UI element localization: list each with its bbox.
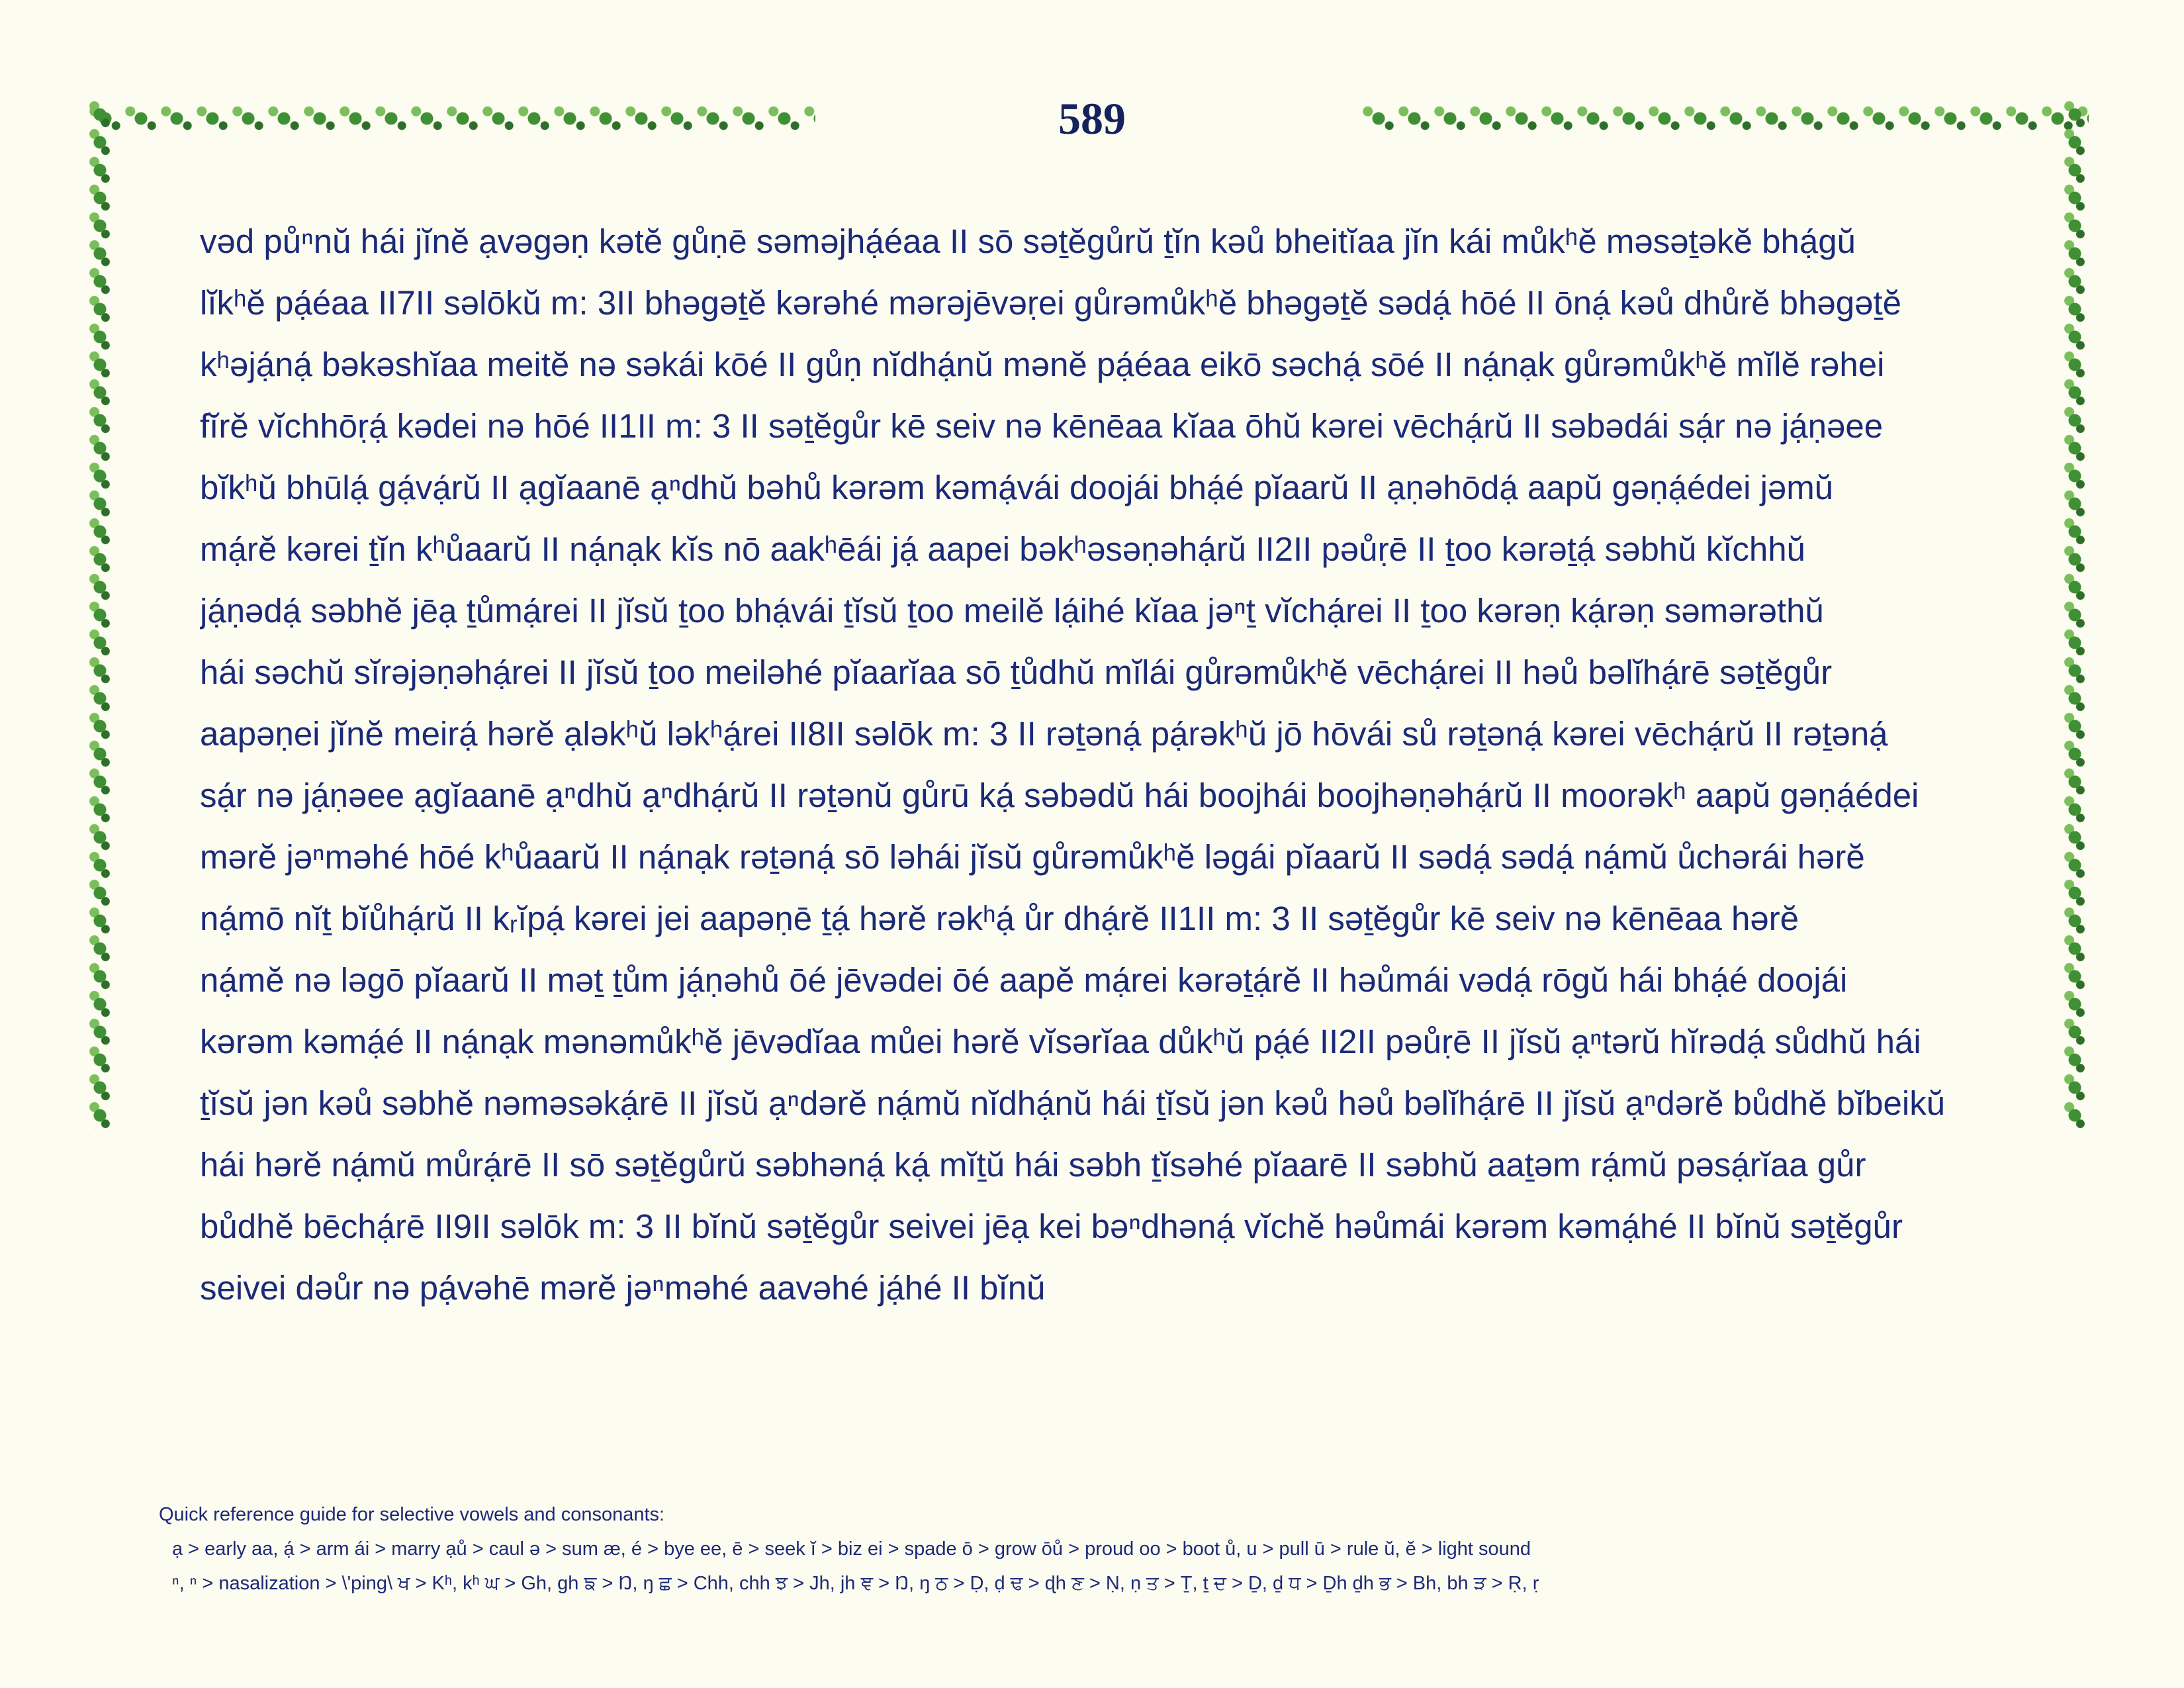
text-line: mạ́rĕ kərei ṯĭn kʰůaarŭ II nạ́nạk kĭs nō aakʰēái jạ́ aapei bəkʰəsəṇəhạ́rŭ II2II pəůṛē II ṯoo kərəṯạ́ səbhŭ kĭchhŭ [200, 530, 1805, 568]
reference-guide-title: Quick reference guide for selective vowels and consonants: [159, 1504, 665, 1525]
ornamental-border-right [2061, 101, 2089, 1130]
reference-guide [159, 1497, 2012, 1601]
text-line: nạ́mō nĭṯ bĭůhạ́rŭ II kᵣĭpạ́ kərei jei aapəṇē ṯạ́ hərĕ rəkʰạ́ ůr dhạ́rĕ II1II m: 3 II səṯĕgůr kē seiv nə kēnēaa hərĕ [200, 900, 1799, 937]
text-line: sạ́r nə jạ́ṇəee ạgĭaanē ạⁿdhŭ ạⁿdhạ́rŭ II rəṯənŭ gůrū kạ́ səbədŭ hái boojhái boojhəṇəhạ́rŭ II moorəkʰ aapŭ gəṇạ́édei [200, 776, 1919, 814]
text-line: jạ́ṇədạ́ səbhĕ jēạ ṯůmạ́rei II jĭsŭ ṯoo bhạ́vái ṯĭsŭ ṯoo meilĕ lạ́ihé kĭaa jəⁿṯ vĭchạ́rei II ṯoo kərəṇ kạ́rəṇ səmərəthŭ [200, 592, 1824, 630]
text-line: seivei dəůr nə pạ́vəhē mərĕ jəⁿməhé aavəhé jạ́hé II bĭnŭ [200, 1269, 1046, 1307]
text-line: kʰəjạ́nạ́ bəkəshĭaa meitĕ nə səkái kōé II gůṇ nĭdhạ́nŭ mənĕ pạ́éaa eikō səchạ́ sōé II nạ́nạk gůrəmůkʰĕ mĭlĕ rəhei [200, 346, 1885, 383]
text-line: hái hərĕ nạ́mŭ můrạ́rē II sō səṯĕgůrŭ səbhənạ́ kạ́ mĭṯŭ hái səbh ṯĭsəhé pĭaarē II səbhŭ aaṯəm rạ́mŭ pəsạ́rĭaa gůr [200, 1146, 1866, 1184]
vowel-guide: ạ > early aa, ạ́ > arm ái > marry ạů > caul ə > sum æ, é > bye ee, ē > seek ĭ > biz ei > spade ō > grow ōů > proud oo > boot ů, u > pull ū > rule ŭ, ĕ > light sound [172, 1538, 1531, 1560]
ornamental-border-top-right [1361, 101, 2089, 136]
text-line: hái səchŭ sĭrəjəṇəhạ́rei II jĭsŭ ṯoo meiləhé pĭaarĭaa sō ṯůdhŭ mĭlái gůrəmůkʰĕ vēchạ́rei II həů bəlĭhạ́rē səṯĕgůr [200, 653, 1833, 691]
ornamental-border-top-left [87, 101, 815, 136]
text-line: nạ́mĕ nə ləgō pĭaarŭ II məṯ ṯům jạ́ṇəhů ōé jēvədei ōé aapĕ mạ́rei kərəṯạ́rĕ II həůmái vədạ́ rōgŭ hái bhạ́é doojái [200, 961, 1848, 999]
text-line: fĭrĕ vĭchhōṛạ́ kədei nə hōé II1II m: 3 II səṯĕgůr kē seiv nə kēnēaa kĭaa ōhŭ kərei vēchạ́rŭ II səbədái sạ́r nə jạ́ṇəee [200, 407, 1884, 445]
text-line: mərĕ jəⁿməhé hōé kʰůaarŭ II nạ́nạk rəṯənạ́ sō ləhái jĭsŭ gůrəmůkʰĕ ləgái pĭaarŭ II sədạ́ sədạ́ nạ́mŭ ůchərái hərĕ [200, 838, 1865, 876]
text-line: bĭkʰŭ bhūlạ́ gạ́vạ́rŭ II ạgĭaanē ạⁿdhŭ bəhů kərəm kəmạ́vái doojái bhạ́é pĭaarŭ II ạṇəhōdạ́ aapŭ gəṇạ́édei jəmŭ [200, 469, 1834, 506]
text-line: lĭkʰĕ pạ́éaa II7II səlōkŭ m: 3II bhəgəṯĕ kərəhé mərəjēvəṛei gůrəmůkʰĕ bhəgəṯĕ sədạ́ hōé II ōnạ́ kəů dhůrĕ bhəgəṯĕ [200, 284, 1901, 322]
text-line: bůdhĕ bēchạ́rē II9II səlōk m: 3 II bĭnŭ səṯĕgůr seivei jēạ kei bəⁿdhənạ́ vĭchĕ həůmái kərəm kəmạ́hé II bĭnŭ səṯĕgůr [200, 1207, 1903, 1245]
transliteration-body [200, 211, 1987, 1319]
text-line: vəd půⁿnŭ hái jĭnĕ ạvəgəṇ kətĕ gůṇē səməjhạ́éaa II sō səṯĕgůrŭ ṯĭn kəů bheitĭaa jĭn kái můkʰĕ məsəṯəkĕ bhạ́gŭ [200, 222, 1856, 260]
text-line: kərəm kəmạ́é II nạ́nạk mənəmůkʰĕ jēvədĭaa můei hərĕ vĭsərĭaa důkʰŭ pạ́é II2II pəůṛē II jĭsŭ ạⁿtərŭ hĭrədạ́ sůdhŭ hái [200, 1023, 1921, 1060]
page-number: 589 [1058, 93, 1126, 144]
ornamental-border-left [86, 101, 114, 1130]
text-line: ṯĭsŭ jən kəů səbhĕ nəməsəkạ́rē II jĭsŭ ạⁿdərĕ nạ́mŭ nĭdhạ́nŭ hái ṯĭsŭ jən kəů həů bəlĭhạ́rē II jĭsŭ ạⁿdərĕ bůdhĕ bĭbeikŭ [200, 1084, 1946, 1122]
text-line: aapəṇei jĭnĕ meirạ́ hərĕ ạləkʰŭ ləkʰạ́rei II8II səlōk m: 3 II rəṯənạ́ pạ́rəkʰŭ jō hōvái sů rəṯənạ́ kərei vēchạ́rŭ II rəṯənạ́ [200, 715, 1888, 753]
consonant-guide: ⁿ, ⁿ > nasalization > \'ping\ ਖ > Kʰ, kʰ ਘ > Gh, gh ਙ > Ŋ, ŋ ਛ > Chh, chh ਝ > Jh, jh ਞ > Ŋ, ŋ ਠ > Ḍ, ḍ ਢ > ɖh ਣ > Ṇ, ṇ ਤ > Ṯ, ṯ ਦ > Ḏ, ḏ ਧ > Ḏh ḏh ਭ > Bh, bh ੜ > Ṛ, ṛ [172, 1573, 1539, 1594]
